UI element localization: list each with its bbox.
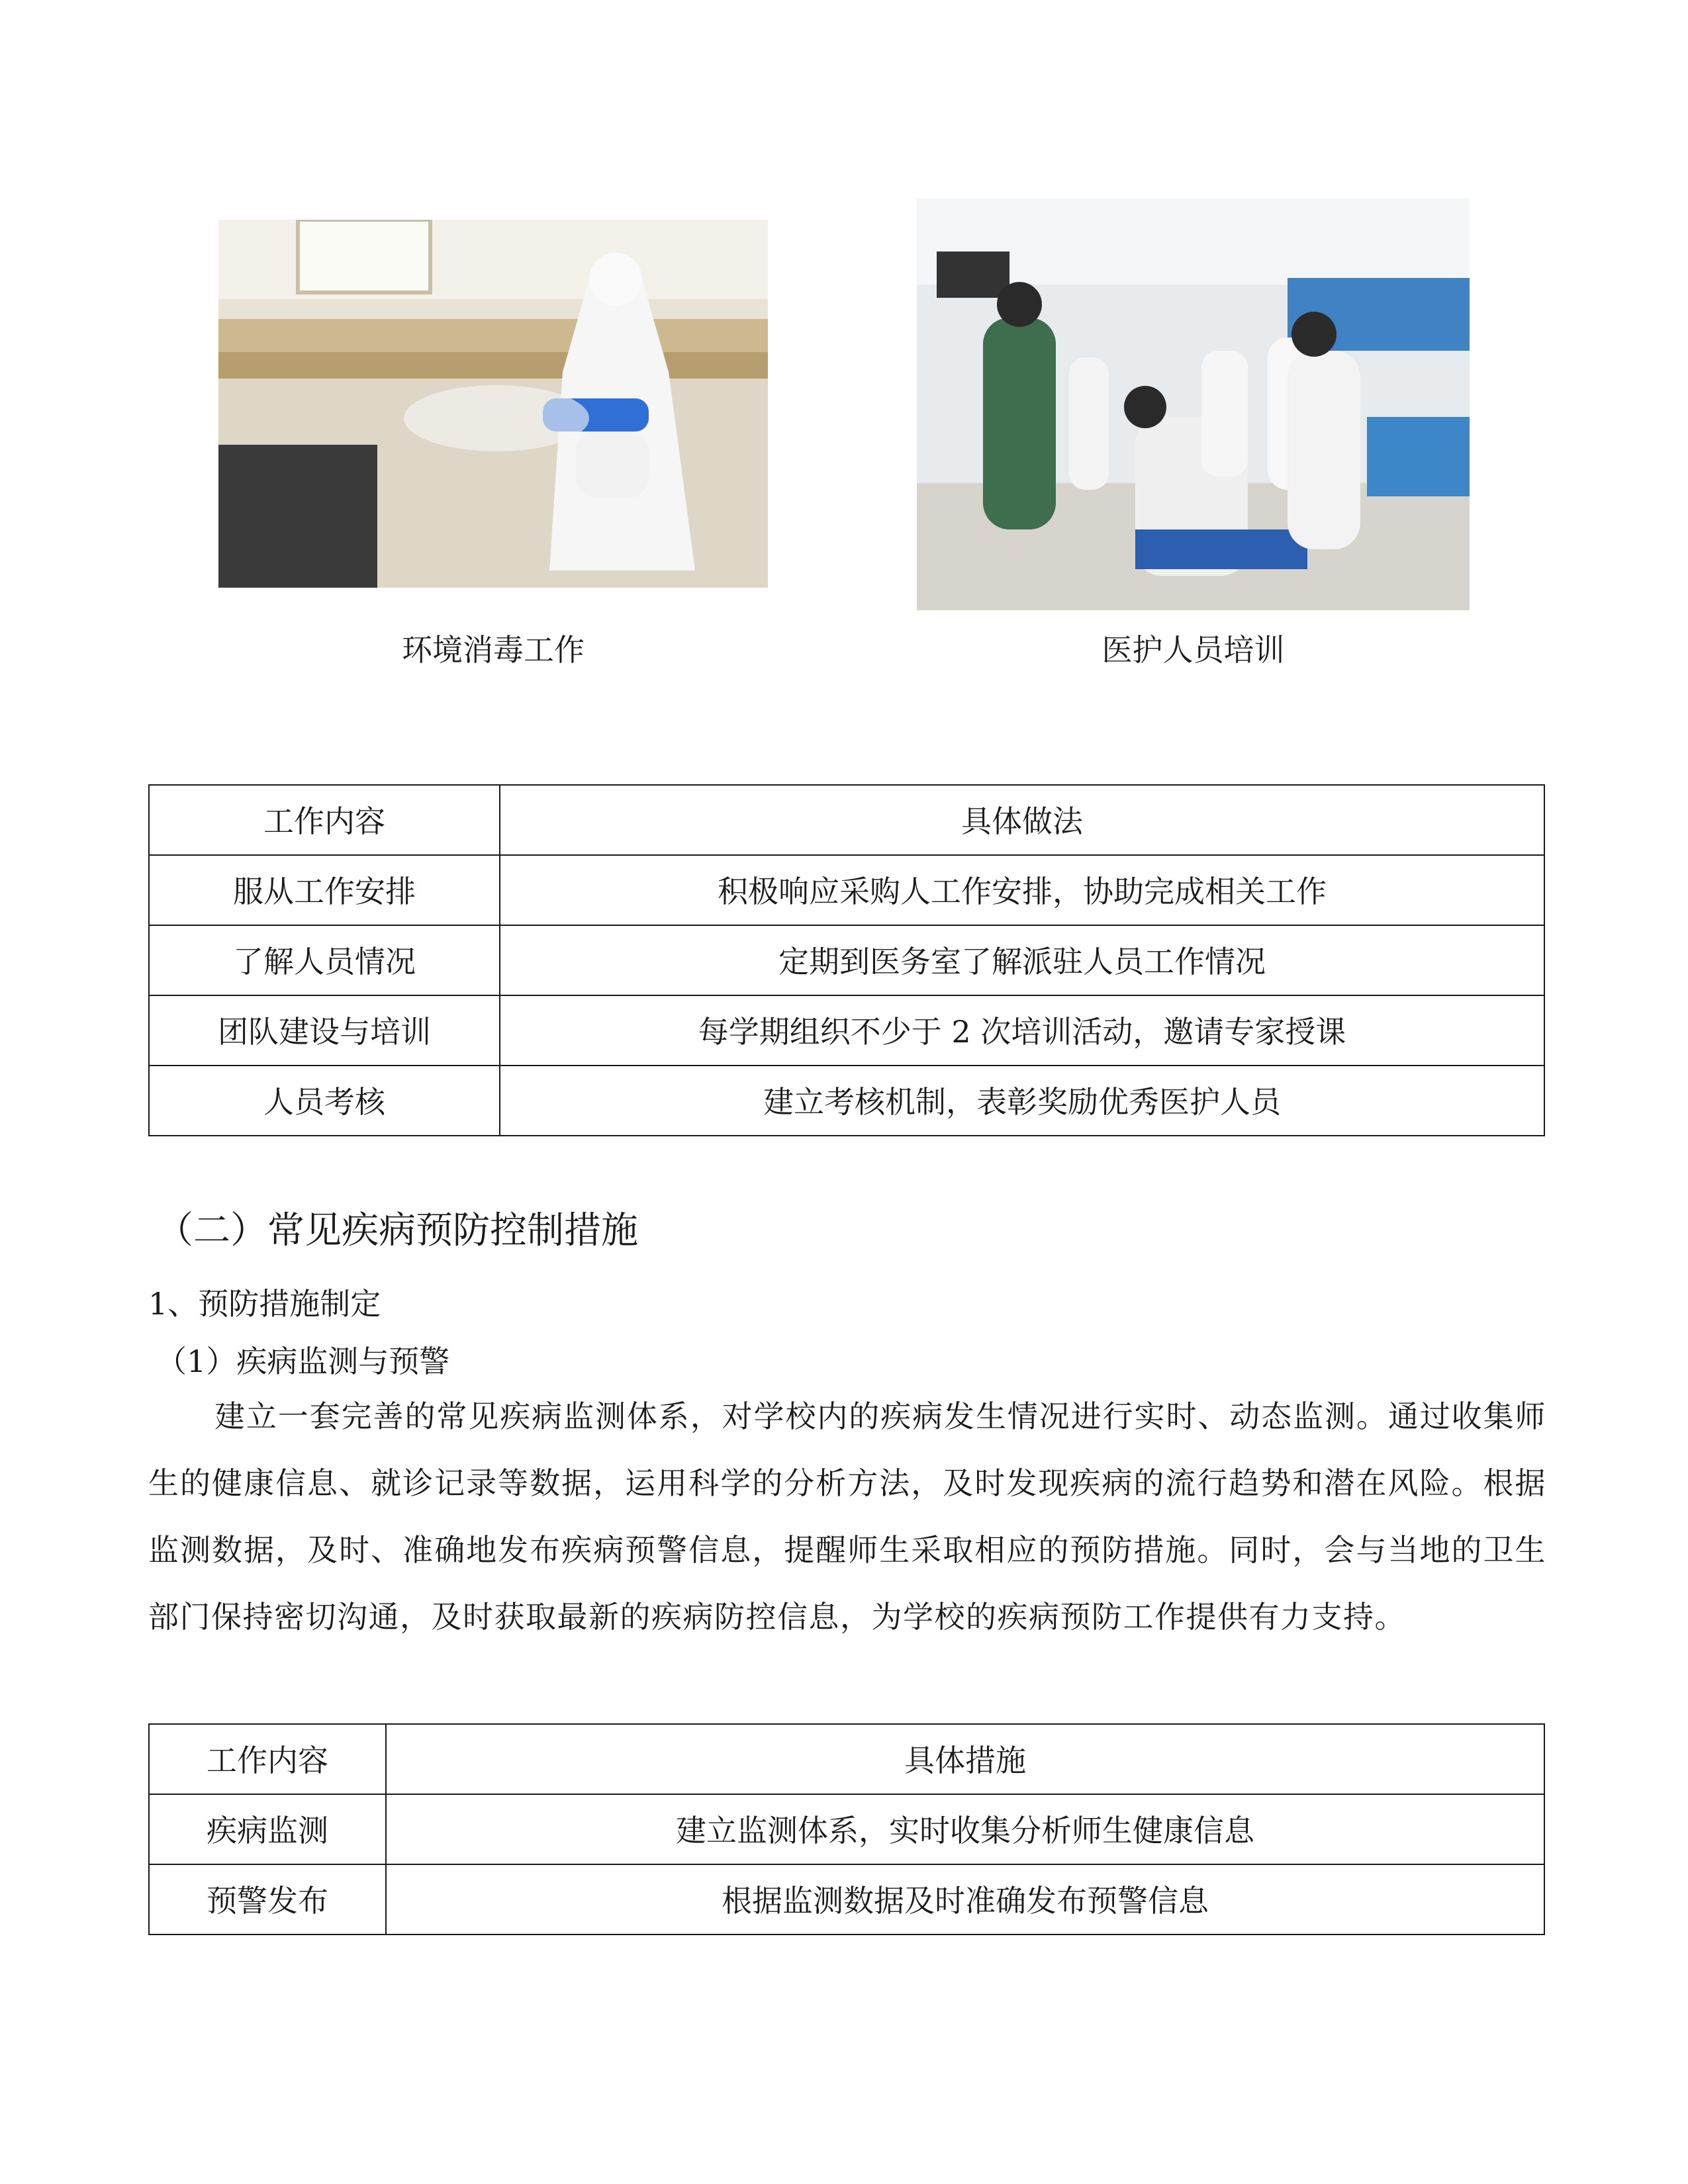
table-row <box>149 925 1544 995</box>
disinfection-photo <box>218 220 768 588</box>
table-cell: 建立监测体系，实时收集分析师生健康信息 <box>386 1794 1544 1864</box>
training-caption: 医护人员培训 <box>1102 632 1285 668</box>
table-cell: 每学期组织不少于 2 次培训活动，邀请专家授课 <box>500 995 1544 1066</box>
table-cell: 疾病监测 <box>149 1794 386 1864</box>
table-row <box>149 855 1544 925</box>
disinfection-caption: 环境消毒工作 <box>402 632 585 668</box>
table-header-cell: 工作内容 <box>149 785 500 855</box>
table-cell: 人员考核 <box>149 1066 500 1136</box>
table-cell: 预警发布 <box>149 1864 386 1934</box>
table-cell: 了解人员情况 <box>149 925 500 995</box>
table-cell: 建立考核机制，表彰奖励优秀医护人员 <box>500 1066 1544 1136</box>
table-row <box>149 1066 1544 1136</box>
table-header-cell: 具体做法 <box>500 785 1544 855</box>
table-header-cell: 具体措施 <box>386 1724 1544 1794</box>
sub-sub-heading: （1）疾病监测与预警 <box>156 1343 450 1379</box>
table-row <box>149 995 1544 1066</box>
body-paragraph: 建立一套完善的常见疾病监测体系，对学校内的疾病发生情况进行实时、动态监测。通过收集师生的健康信息、就诊记录等数据，运用科学的分析方法，及时发现疾病的流行趋势和潜在风险。根据监测数据，及时、准确地发布疾病预警信息，提醒师生采取相应的预防措施。同时，会与当地的卫生部门保持密切沟通，及时获取最新的疾病防控信息，为学校的疾病预防工作提供有力支持。 <box>148 1398 1546 1635</box>
table-header-row <box>149 785 1544 855</box>
table-cell: 根据监测数据及时准确发布预警信息 <box>386 1864 1544 1934</box>
monitoring-table <box>148 1723 1545 1935</box>
table-cell: 团队建设与培训 <box>149 995 500 1066</box>
sub-heading: 1、预防措施制定 <box>148 1286 381 1322</box>
section-heading: （二）常见疾病预防控制措施 <box>156 1209 638 1252</box>
table-cell: 积极响应采购人工作安排，协助完成相关工作 <box>500 855 1544 925</box>
table-cell: 服从工作安排 <box>149 855 500 925</box>
table-header-cell: 工作内容 <box>149 1724 386 1794</box>
table-header-row <box>149 1724 1544 1794</box>
table-row <box>149 1794 1544 1864</box>
table-row <box>149 1864 1544 1934</box>
training-photo <box>917 199 1470 610</box>
table-cell: 定期到医务室了解派驻人员工作情况 <box>500 925 1544 995</box>
staff-work-table <box>148 784 1545 1136</box>
